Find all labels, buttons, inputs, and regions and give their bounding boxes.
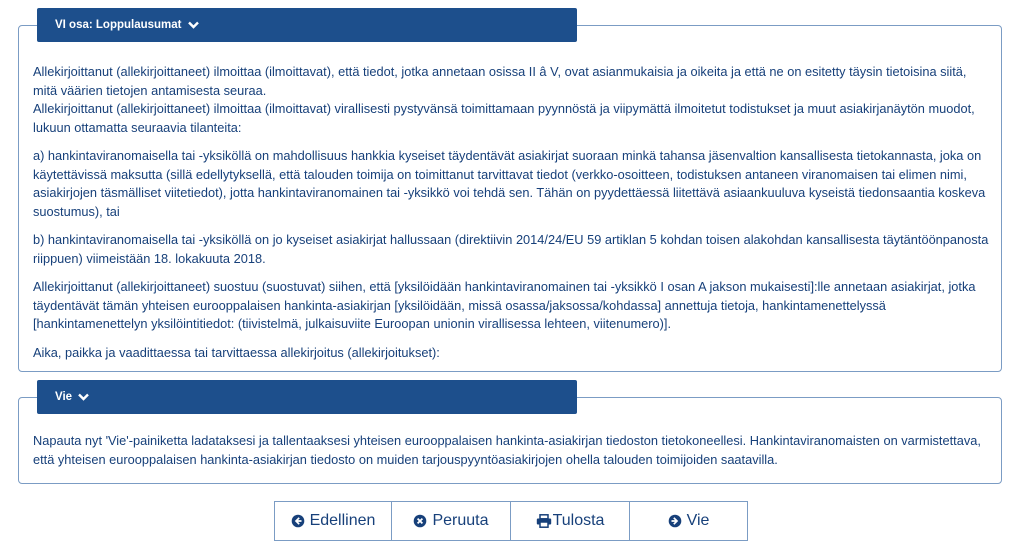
export-paragraph: Napauta nyt 'Vie'-painiketta ladataksesi ja tallentaaksesi yhteisen eurooppalaisen hankinta-asiakirjan tiedoston tietokoneellesi. Hankintaviranomaisten on varmistettava, että yhteisen eurooppalaisen hankinta-asiakirjan tiedosto on muiden tarjouspyyntöasiakirjojen ohella talouden toimijoiden saatavilla. xyxy=(33,433,981,467)
statement-paragraph-6: Aika, paikka ja vaadittaessa tai tarvittaessa allekirjoitus (allekirjoitukset): xyxy=(33,344,440,360)
previous-button[interactable] xyxy=(274,501,392,541)
export-content xyxy=(33,432,991,469)
print-button[interactable] xyxy=(510,501,630,541)
statement-paragraph-4: b) hankintaviranomaisella tai -yksiköllä on jo kyseiset asiakirjat hallussaan (direktiivin 2014/24/EU 59 artiklan 5 kohdan toisen alakohdan kansallisesta täytäntöönpanosta riippuen) viimeistään 18. lokakuuta 2018. xyxy=(33,232,989,266)
x-circle-icon xyxy=(413,514,427,528)
cancel-button[interactable] xyxy=(391,501,511,541)
final-statements-content xyxy=(33,63,991,362)
arrow-left-circle-icon xyxy=(291,514,305,528)
chevron-down-icon xyxy=(78,393,89,401)
statement-paragraph-3: a) hankintaviranomaisella tai -yksiköllä on mahdollisuus hankkia kyseiset täydentävät asiakirjat suoraan minkä tahansa jäsenvaltion kansallisesta tietokannasta, joka on käytettävissä maksutta (sillä edellytyksellä, että talouden toimija on toimittanut tarvittavat tiedot (verkko-osoitteen, todistuksen antaneen viranomaisen tai elimen nimi, asiakirjojen täsmälliset viitetiedot), jotta hankintaviranomainen tai -yksikkö voi tehdä sen. Tähän on pyydettäessä liitettävä asiaankuuluva kyseistä tiedonsaantia koskeva suostumus), tai xyxy=(33,148,986,219)
cancel-button-label: Peruuta xyxy=(432,512,489,529)
export-button-label: Vie xyxy=(686,512,710,529)
final-statements-panel xyxy=(18,25,1002,372)
final-statements-header[interactable] xyxy=(37,8,577,42)
final-statements-title: VI osa: Loppulausumat xyxy=(55,19,182,31)
navigation-buttons xyxy=(274,501,748,541)
chevron-down-icon xyxy=(188,21,199,29)
arrow-right-circle-icon xyxy=(668,514,682,528)
statement-paragraph-1: Allekirjoittanut (allekirjoittaneet) ilmoittaa (ilmoittavat), että tiedot, jotka annetaan osissa II â V, ovat asianmukaisia ja oikeita ja että ne on esitetty täysin tietoisina siitä, mitä väärien tietojen antamisesta seuraa. xyxy=(33,64,967,98)
export-header[interactable] xyxy=(37,380,577,414)
printer-icon xyxy=(536,514,552,528)
print-button-label: Tulosta xyxy=(552,512,605,529)
statement-paragraph-2: Allekirjoittanut (allekirjoittaneet) ilmoittaa (ilmoittavat) virallisesti pystyvänsä toimittamaan pyynnöstä ja viipymättä ilmoitetut todistukset ja muut asiakirjanäytön muodot, lukuun ottamatta seuraavia tilanteita: xyxy=(33,101,975,135)
export-button[interactable] xyxy=(629,501,748,541)
statement-paragraph-5: Allekirjoittanut (allekirjoittaneet) suostuu (suostuvat) siihen, että [yksilöidään hankintaviranomainen tai -yksikkö I osan A jakson mukaisesti]:lle annetaan asiakirjat, jotka täydentävät tämän yhteisen eurooppalaisen hankinta-asiakirjan [yksilöidään, missä osassa/jaksossa/kohdassa] annettuja tietoja, hankintamenettelyssä [hankintamenettelyn yksilöintitiedot: (tiivistelmä, julkaisuviite Euroopan unionin virallisessa lehteen, viitenumero)]. xyxy=(33,279,976,331)
previous-button-label: Edellinen xyxy=(309,512,376,529)
export-title: Vie xyxy=(55,391,73,403)
